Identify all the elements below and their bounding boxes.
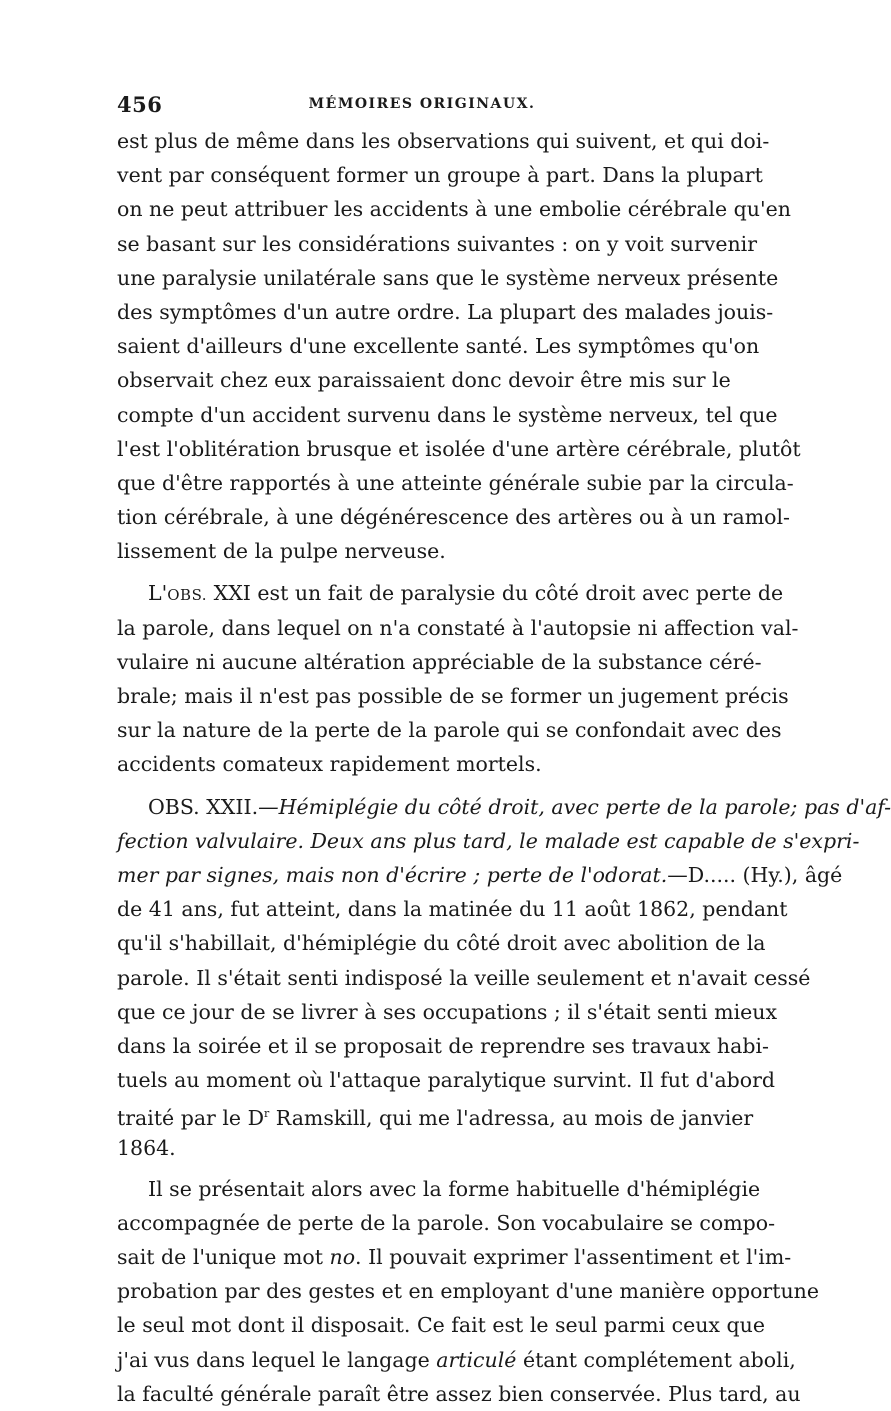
observation-xxii bbox=[117, 790, 891, 1166]
text-line: la faculté générale paraît être assez bien conservée. Plus tard, au bbox=[117, 1381, 801, 1406]
paragraph-spacer bbox=[117, 568, 697, 576]
text-line: probation par des gestes et en employant d'une manière opportune bbox=[117, 1279, 820, 1304]
text-line: tuels au moment où l'attaque paralytique survint. Il fut d'abord bbox=[117, 1068, 776, 1093]
paragraph-4 bbox=[117, 1172, 820, 1411]
text-line: accidents comateux rapidement mortels. bbox=[117, 752, 542, 777]
observation-title-line: fection valvulaire. Deux ans plus tard, le malade est capable de s'expri- bbox=[117, 828, 860, 853]
observation-label: OBS. XXII. bbox=[148, 794, 259, 819]
obs-label: OBS. bbox=[167, 586, 208, 605]
text-line: des symptômes d'un autre ordre. La plupart des malades jouis- bbox=[117, 299, 774, 324]
text-line: de 41 ans, fut atteint, dans la matinée du 11 août 1862, pendant bbox=[117, 897, 788, 922]
body-text bbox=[117, 124, 891, 1411]
text-line: vent par conséquent former un groupe à part. Dans la plupart bbox=[117, 163, 763, 188]
text-line: compte d'un accident survenu dans le système nerveux, tel que bbox=[117, 402, 778, 427]
text-line: observait chez eux paraissaient donc devoir être mis sur le bbox=[117, 368, 731, 393]
text-line: qu'il s'habillait, d'hémiplégie du côté droit avec abolition de la bbox=[117, 931, 766, 956]
text-line: traité par le $D^r$ Ramskill, qui me l'adressa, au mois de janvier bbox=[117, 1106, 754, 1131]
observation-title-line bbox=[117, 790, 891, 824]
text-line: vulaire ni aucune altération appréciable de la substance céré- bbox=[117, 649, 762, 674]
text-line: Il se présentait alors avec la forme habituelle d'hémiplégie bbox=[148, 1176, 761, 1201]
running-title: MÉMOIRES ORIGINAUX. bbox=[308, 96, 536, 112]
text-line: que ce jour de se livrer à ses occupations ; il s'était senti mieux bbox=[117, 999, 778, 1024]
text-line: le seul mot dont il disposait. Ce fait est le seul parmi ceux que bbox=[117, 1313, 765, 1338]
text-line: lissement de la pulpe nerveuse. bbox=[117, 539, 446, 564]
text-line: parole. Il s'était senti indisposé la veille seulement et n'avait cessé bbox=[117, 965, 811, 990]
text-line: brale; mais il n'est pas possible de se former un jugement précis bbox=[117, 684, 789, 708]
text-line: se basant sur les considérations suivantes : on y voit survenir bbox=[117, 231, 758, 256]
text-line: est plus de même dans les observations qui suivent, et qui doi- bbox=[117, 129, 770, 153]
text-line: on ne peut attribuer les accidents à une embolie cérébrale qu'en bbox=[117, 197, 791, 222]
text-line: une paralysie unilatérale sans que le système nerveux présente bbox=[117, 265, 779, 290]
obs-lead: L' bbox=[148, 581, 168, 606]
paragraph-2 bbox=[117, 576, 799, 781]
text-line: dans la soirée et il se proposait de reprendre ses travaux habi- bbox=[117, 1033, 769, 1058]
page-header bbox=[117, 92, 697, 120]
text-line: 1864. bbox=[117, 1136, 176, 1161]
text-line: sait de l'unique mot no. Il pouvait exprimer l'assentiment et l'im- bbox=[117, 1245, 792, 1269]
observation-title: —Hémiplégie du côté droit, avec perte de la parole; pas d'af- bbox=[258, 794, 891, 819]
text-line: tion cérébrale, à une dégénérescence des artères ou à un ramol- bbox=[117, 505, 790, 530]
text-line: la parole, dans lequel on n'a constaté à l'autopsie ni affection val- bbox=[117, 615, 799, 640]
observation-title-line: mer par signes, mais non d'écrire ; perte de l'odorat.—D..... (Hy.), âgé bbox=[117, 862, 843, 887]
text-line: l'est l'oblitération brusque et isolée d'une artère cérébrale, plutôt bbox=[117, 436, 801, 461]
obs-line-rest: XXI est un fait de paralysie du côté droit avec perte de bbox=[207, 581, 784, 606]
text-line: j'ai vus dans lequel le langage articulé étant complétement aboli, bbox=[117, 1347, 796, 1372]
paragraph-spacer bbox=[117, 782, 697, 790]
text-line bbox=[117, 576, 784, 610]
text-line: saient d'ailleurs d'une excellente santé. Les symptômes qu'on bbox=[117, 334, 760, 359]
text-line: accompagnée de perte de la parole. Son vocabulaire se compo- bbox=[117, 1210, 776, 1235]
paragraph-1 bbox=[117, 124, 801, 568]
text-line: sur la nature de la perte de la parole qui se confondait avec des bbox=[117, 718, 782, 743]
page-number: 456 bbox=[117, 92, 163, 117]
text-line: que d'être rapportés à une atteinte générale subie par la circula- bbox=[117, 470, 794, 495]
